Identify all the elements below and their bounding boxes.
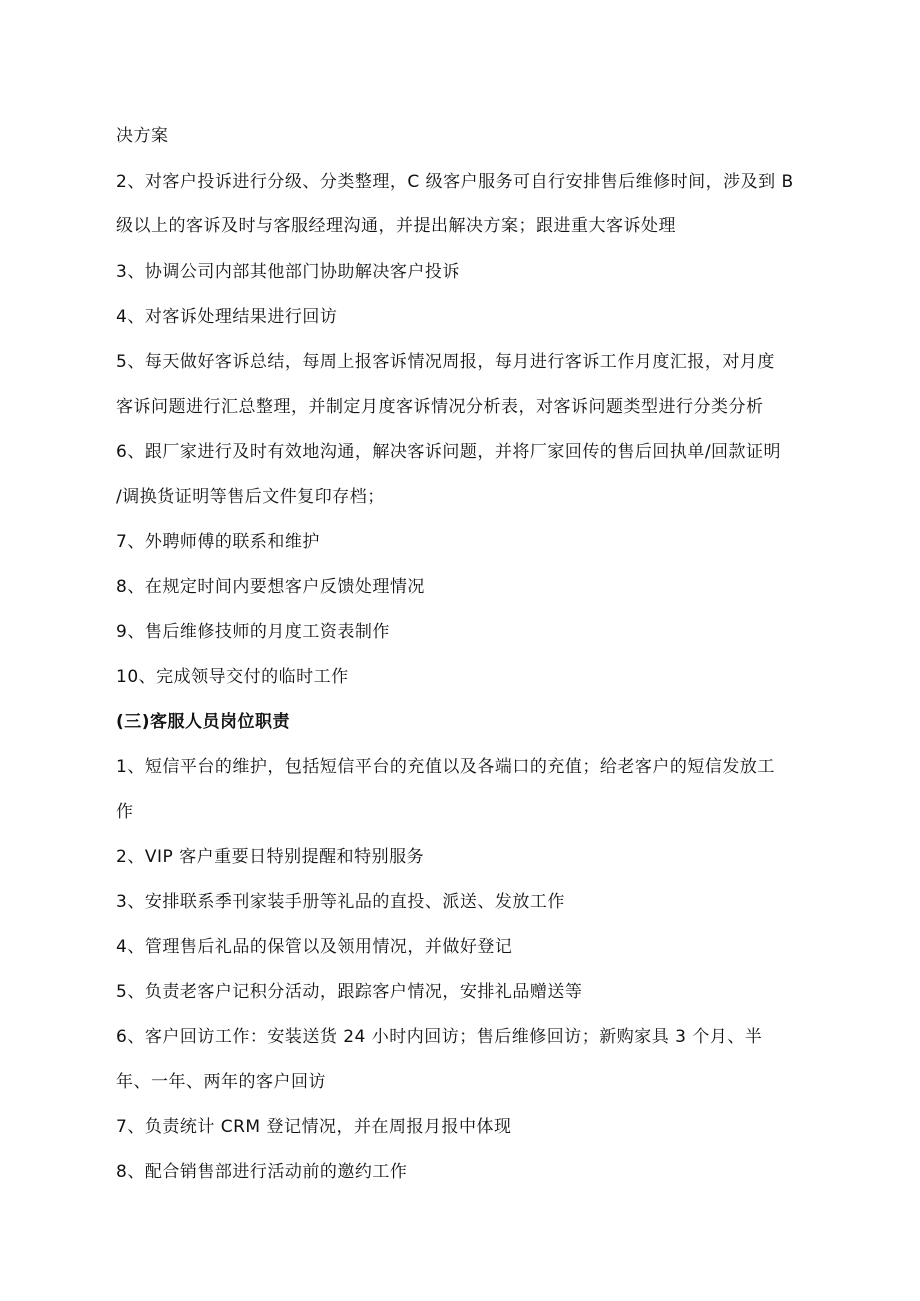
section-heading: (三)客服人员岗位职责	[116, 712, 291, 732]
text-line: 5、每天做好客诉总结，每周上报客诉情况周报，每月进行客诉工作月度汇报，对月度	[116, 352, 775, 372]
text-line: 2、VIP 客户重要日特别提醒和特别服务	[116, 847, 425, 867]
text-line: 年、一年、两年的客户回访	[116, 1072, 326, 1092]
text-line: 7、外聘师傅的联系和维护	[116, 532, 320, 552]
text-line: 7、负责统计 CRM 登记情况，并在周报月报中体现	[116, 1117, 512, 1137]
text-line: 9、售后维修技师的月度工资表制作	[116, 622, 390, 642]
text-line: 6、客户回访工作：安装送货 24 小时内回访；售后维修回访；新购家具 3 个月、半	[116, 1027, 763, 1047]
text-line: 8、配合销售部进行活动前的邀约工作	[116, 1162, 408, 1182]
text-line: 决方案	[116, 126, 169, 146]
text-line: 3、安排联系季刊家装手册等礼品的直投、派送、发放工作	[116, 892, 565, 912]
text-line: 10、完成领导交付的临时工作	[116, 667, 349, 687]
text-line: 级以上的客诉及时与客服经理沟通，并提出解决方案；跟进重大客诉处理	[116, 216, 676, 236]
text-line: 6、跟厂家进行及时有效地沟通，解决客诉问题，并将厂家回传的售后回执单/回款证明	[116, 442, 782, 462]
text-line: 3、协调公司内部其他部门协助解决客户投诉	[116, 262, 460, 282]
text-line: 2、对客户投诉进行分级、分类整理，C 级客户服务可自行安排售后维修时间，涉及到 B	[116, 172, 794, 192]
text-line: 作	[116, 802, 134, 822]
text-line: 客诉问题进行汇总整理，并制定月度客诉情况分析表，对客诉问题类型进行分类分析	[116, 397, 764, 417]
text-line: 4、对客诉处理结果进行回访	[116, 307, 338, 327]
text-line: /调换货证明等售后文件复印存档；	[116, 487, 385, 507]
text-line: 8、在规定时间内要想客户反馈处理情况	[116, 577, 425, 597]
text-line: 5、负责老客户记积分活动，跟踪客户情况，安排礼品赠送等	[116, 982, 583, 1002]
text-line: 4、管理售后礼品的保管以及领用情况，并做好登记	[116, 937, 513, 957]
text-line: 1、短信平台的维护，包括短信平台的充值以及各端口的充值；给老客户的短信发放工	[116, 757, 775, 777]
